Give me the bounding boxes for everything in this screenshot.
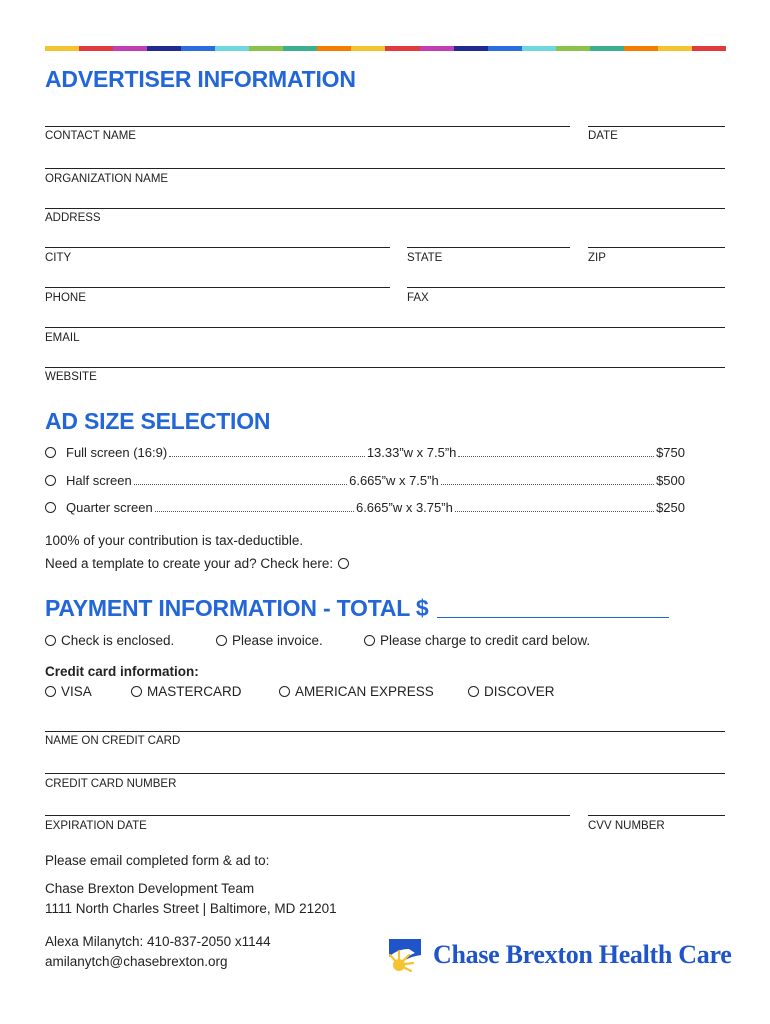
ad-full-radio[interactable]: [45, 447, 56, 458]
card-amex-label: AMERICAN EXPRESS: [295, 684, 434, 699]
organization-label: ORGANIZATION NAME: [45, 173, 169, 185]
fax-field[interactable]: [407, 287, 725, 288]
color-stripe: [45, 46, 726, 51]
color-stripe-segment: [488, 46, 522, 51]
color-stripe-segment: [283, 46, 317, 51]
zip-field[interactable]: [588, 247, 725, 248]
color-stripe-segment: [624, 46, 658, 51]
expiration-label: EXPIRATION DATE: [45, 820, 147, 832]
cvv-label: CVV NUMBER: [588, 820, 665, 832]
template-row: [45, 556, 349, 571]
color-stripe-segment: [522, 46, 556, 51]
template-note: Need a template to create your ad? Check here:: [45, 556, 334, 571]
chase-brexton-logo: [385, 935, 731, 975]
date-field[interactable]: [588, 126, 725, 127]
card-number-label: CREDIT CARD NUMBER: [45, 778, 177, 790]
advertiser-heading: ADVERTISER INFORMATION: [45, 66, 356, 92]
contact-name-field[interactable]: [45, 126, 570, 127]
ad-option-half: [45, 473, 685, 488]
pay-invoice-radio[interactable]: [216, 635, 227, 646]
sun-mark-icon: [385, 935, 425, 975]
pay-card-option[interactable]: [364, 633, 590, 648]
card-mastercard-option[interactable]: [131, 684, 242, 699]
ad-option-price: $750: [656, 445, 685, 460]
name-on-card-label: NAME ON CREDIT CARD: [45, 735, 181, 747]
ad-quarter-radio[interactable]: [45, 502, 56, 513]
phone-field[interactable]: [45, 287, 390, 288]
total-field[interactable]: [437, 617, 669, 618]
address-field[interactable]: [45, 208, 725, 209]
payment-heading: PAYMENT INFORMATION - TOTAL $: [45, 595, 429, 621]
phone-label: PHONE: [45, 292, 86, 304]
card-mastercard-label: MASTERCARD: [147, 684, 242, 699]
card-visa-label: VISA: [61, 684, 92, 699]
zip-label: ZIP: [588, 252, 606, 264]
color-stripe-segment: [692, 46, 726, 51]
city-field[interactable]: [45, 247, 390, 248]
color-stripe-segment: [249, 46, 283, 51]
website-field[interactable]: [45, 367, 725, 368]
ad-option-price: $250: [656, 500, 685, 515]
card-discover-option[interactable]: [468, 684, 555, 699]
state-label: STATE: [407, 252, 443, 264]
contact-name-label: CONTACT NAME: [45, 130, 136, 142]
color-stripe-segment: [590, 46, 624, 51]
color-stripe-segment: [351, 46, 385, 51]
color-stripe-segment: [658, 46, 692, 51]
ad-option-full: [45, 445, 685, 460]
organization-field[interactable]: [45, 168, 725, 169]
address-label: ADDRESS: [45, 212, 101, 224]
date-label: DATE: [588, 130, 618, 142]
ad-option-price: $500: [656, 473, 685, 488]
color-stripe-segment: [79, 46, 113, 51]
card-amex-radio[interactable]: [279, 686, 290, 697]
city-label: CITY: [45, 252, 72, 264]
email-label: EMAIL: [45, 332, 80, 344]
logo-text: Chase Brexton Health Care: [433, 940, 732, 969]
tax-note: 100% of your contribution is tax-deductible.: [45, 533, 304, 548]
contact-person: Alexa Milanytch: 410-837-2050 x1144: [45, 934, 271, 949]
card-mastercard-radio[interactable]: [131, 686, 142, 697]
state-field[interactable]: [407, 247, 570, 248]
ad-option-size: 6.665”w x 7.5”h: [349, 473, 439, 488]
name-on-card-field[interactable]: [45, 731, 725, 732]
card-visa-option[interactable]: [45, 684, 92, 699]
pay-invoice-label: Please invoice.: [232, 633, 323, 648]
ad-option-quarter: [45, 500, 685, 515]
team-name: Chase Brexton Development Team: [45, 881, 255, 896]
ad-option-name: Half screen: [66, 473, 132, 488]
street-address: 1111 North Charles Street | Baltimore, MD 21201: [45, 901, 337, 916]
pay-card-radio[interactable]: [364, 635, 375, 646]
ad-option-size: 13.33”w x 7.5”h: [366, 445, 457, 460]
ad-half-radio[interactable]: [45, 475, 56, 486]
ad-option-name: Full screen (16:9): [66, 445, 168, 460]
color-stripe-segment: [556, 46, 590, 51]
contact-email: amilanytch@chasebrexton.org: [45, 954, 228, 969]
pay-check-radio[interactable]: [45, 635, 56, 646]
color-stripe-segment: [181, 46, 215, 51]
ad-size-heading: AD SIZE SELECTION: [45, 408, 271, 434]
color-stripe-segment: [385, 46, 419, 51]
color-stripe-segment: [147, 46, 181, 51]
color-stripe-segment: [45, 46, 79, 51]
pay-check-label: Check is enclosed.: [61, 633, 175, 648]
color-stripe-segment: [113, 46, 147, 51]
card-discover-label: DISCOVER: [484, 684, 555, 699]
ad-option-name: Quarter screen: [66, 500, 153, 515]
template-radio[interactable]: [338, 558, 349, 569]
card-visa-radio[interactable]: [45, 686, 56, 697]
expiration-field[interactable]: [45, 815, 570, 816]
color-stripe-segment: [420, 46, 454, 51]
ad-option-size: 6.665”w x 3.75”h: [355, 500, 453, 515]
cc-heading: Credit card information:: [45, 664, 199, 679]
pay-card-label: Please charge to credit card below.: [380, 633, 591, 648]
payment-heading-row: [45, 595, 669, 622]
color-stripe-segment: [215, 46, 249, 51]
fax-label: FAX: [407, 292, 429, 304]
pay-check-option[interactable]: [45, 633, 174, 648]
color-stripe-segment: [454, 46, 488, 51]
email-instructions: Please email completed form & ad to:: [45, 853, 270, 868]
website-label: WEBSITE: [45, 371, 97, 383]
color-stripe-segment: [317, 46, 351, 51]
card-amex-option[interactable]: [279, 684, 434, 699]
pay-invoice-option[interactable]: [216, 633, 323, 648]
email-field[interactable]: [45, 327, 725, 328]
card-number-field[interactable]: [45, 773, 725, 774]
cvv-field[interactable]: [588, 815, 725, 816]
card-discover-radio[interactable]: [468, 686, 479, 697]
